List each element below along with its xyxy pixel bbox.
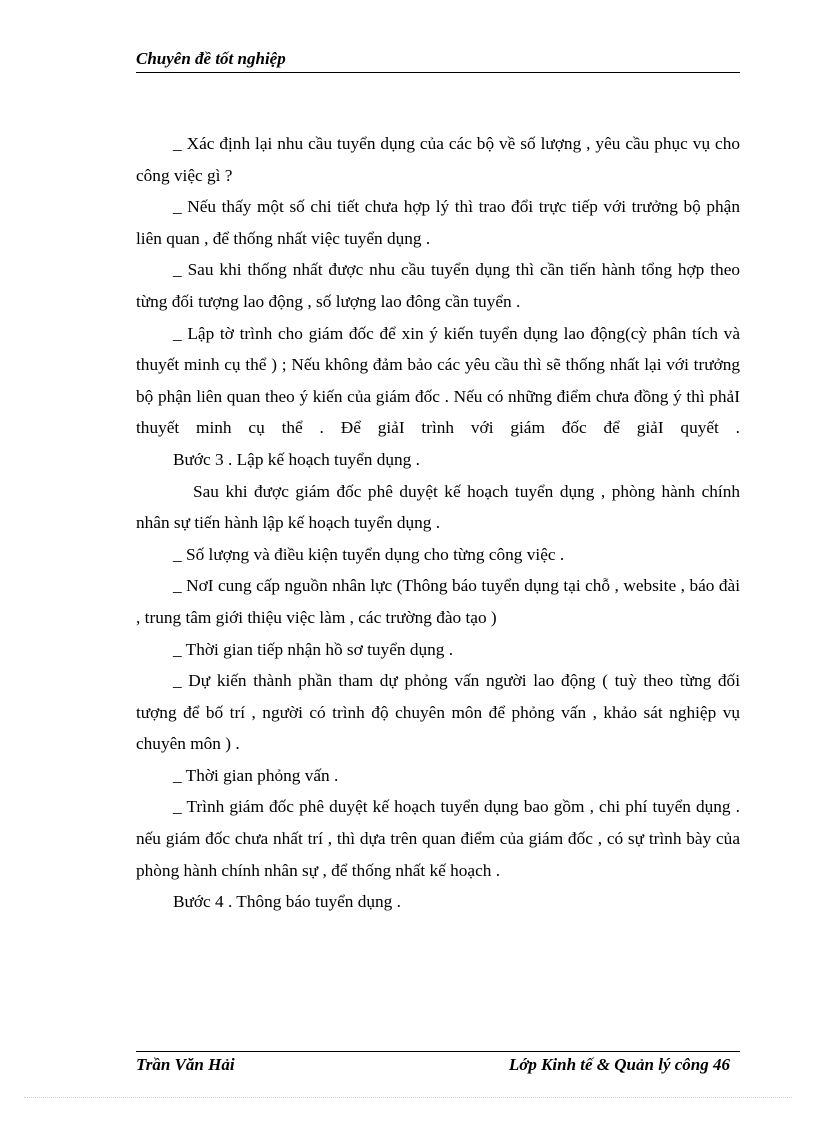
paragraph: _ Dự kiến thành phần tham dự phỏng vấn người lao động ( tuỳ theo từng đối tượng để bố trí , người có trình độ chuyên môn để phỏng vấn , khảo sát nghiệp vụ chuyên môn ) . (136, 671, 740, 754)
step-heading: Bước 4 . Thông báo tuyển dụng . (173, 892, 401, 912)
step-heading: Bước 3 . Lập kế hoạch tuyển dụng . (173, 449, 420, 469)
document-title: Chuyên đề tốt nghiệp (136, 49, 286, 68)
page-footer (136, 1051, 740, 1080)
paragraph: _ NơI cung cấp nguồn nhân lực (Thông báo tuyển dụng tại chỗ , website , báo đài , trung tâm giới thiệu việc làm , các trường đào tạo ) (136, 576, 740, 627)
paragraph: _ Xác định lại nhu cầu tuyển dụng của các bộ về số lượng , yêu cầu phục vụ cho công việc gì ? (136, 134, 740, 185)
paragraph: Sau khi được giám đốc phê duyệt kế hoạch tuyển dụng , phòng hành chính nhân sự tiến hành lập kế hoạch tuyển dụng . (136, 481, 740, 533)
paragraph: _ Sau khi thống nhất được nhu cầu tuyển dụng thì cần tiến hành tổng hợp theo từng đối tượng lao động , số lượng lao đông cần tuyển . (136, 260, 740, 311)
paragraph: _ Trình giám đốc phê duyệt kế hoạch tuyển dụng bao gồm , chi phí tuyển dụng . nếu giám đốc chưa nhất trí , thì dựa trên quan điểm của giám đốc , có sự trình bày của phòng hành chính nhân sự , để thống nhất kế hoạch . (136, 797, 740, 880)
page-header (136, 46, 740, 73)
paragraph: _ Nếu thấy một số chi tiết chưa hợp lý thì trao đổi trực tiếp với trưởng bộ phận liên quan , để thống nhất việc tuyển dụng . (136, 197, 740, 248)
paragraph: _ Thời gian phỏng vấn . (173, 765, 339, 785)
paragraph: _ Số lượng và điều kiện tuyển dụng cho từng công việc . (173, 544, 565, 564)
footer-class: Lớp Kinh tế & Quản lý công 46 (508, 1055, 730, 1074)
footer-author: Trần Văn Hải (136, 1055, 235, 1074)
paragraph: _ Lập tờ trình cho giám đốc để xin ý kiến tuyển dụng lao động(cỳ phân tích và thuyết minh cụ thể ) ; Nếu không đảm bảo các yêu cầu thì sẽ thống nhất lại với trưởng bộ phận liên quan theo ý kiến của giám đốc . Nếu có những điểm chưa đồng ý thì phảI thuyết minh cụ thể . Để giảI trình với giám đốc để giảI quyết . (136, 323, 740, 438)
document-body (136, 128, 740, 918)
page-bottom-divider (24, 1097, 792, 1098)
paragraph: _ Thời gian tiếp nhận hồ sơ tuyển dụng . (173, 639, 454, 659)
